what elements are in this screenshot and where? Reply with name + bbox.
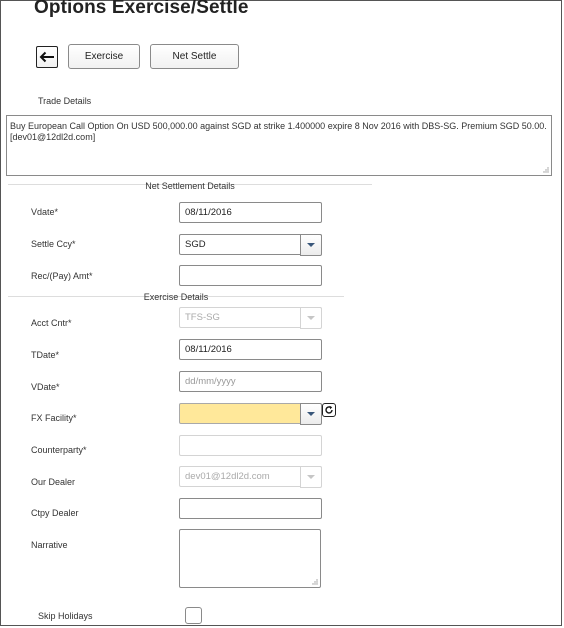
- counterparty-input: [179, 435, 322, 456]
- vdate-label: Vdate*: [31, 207, 59, 217]
- exercise-vdate-label: VDate*: [31, 382, 60, 392]
- ctpy-dealer-input[interactable]: [179, 498, 322, 519]
- settle-ccy-value: SGD: [185, 239, 206, 250]
- chevron-down-icon: [307, 316, 315, 320]
- exercise-vdate-input[interactable]: dd/mm/yyyy: [179, 371, 322, 392]
- narrative-textarea[interactable]: [179, 529, 321, 588]
- page-title: Options Exercise/Settle: [34, 0, 249, 18]
- our-dealer-label: Our Dealer: [31, 477, 76, 487]
- arrow-left-icon: [39, 51, 55, 63]
- settle-ccy-dropdown-button[interactable]: [300, 234, 322, 256]
- exercise-details-heading: Exercise Details: [143, 292, 209, 302]
- rec-pay-amt-label: Rec/(Pay) Amt*: [31, 271, 93, 281]
- ctpy-dealer-label: Ctpy Dealer: [31, 508, 79, 518]
- tdate-input[interactable]: 08/11/2016: [179, 339, 322, 360]
- fx-facility-dropdown-button[interactable]: [300, 403, 322, 425]
- chevron-down-icon: [307, 475, 315, 479]
- net-settlement-heading: Net Settlement Details: [145, 181, 235, 191]
- trade-details-box[interactable]: [6, 115, 552, 176]
- tdate-label: TDate*: [31, 350, 60, 360]
- skip-holidays-checkbox[interactable]: [185, 607, 202, 624]
- trade-details-label: Trade Details: [38, 96, 92, 106]
- acct-cntr-value: TFS-SG: [185, 312, 220, 323]
- settle-ccy-label: Settle Ccy*: [31, 239, 76, 249]
- chevron-down-icon: [307, 412, 315, 416]
- refresh-icon: [324, 405, 334, 415]
- exercise-button[interactable]: Exercise: [68, 44, 140, 69]
- trade-details-text: Buy European Call Option On USD 500,000.00 against SGD at strike 1.400000 expire 8 Nov 2016 with DBS-SG. Premium SGD 50.00. [dev01@12dl2d.com]: [10, 121, 547, 142]
- back-button[interactable]: [36, 46, 58, 68]
- refresh-button[interactable]: [322, 403, 336, 417]
- net-settle-button[interactable]: Net Settle: [150, 44, 239, 69]
- fx-facility-select[interactable]: [179, 403, 322, 424]
- narrative-label: Narrative: [31, 540, 68, 550]
- vdate-input[interactable]: 08/11/2016: [179, 202, 322, 223]
- acct-cntr-dropdown-button: [300, 307, 322, 329]
- resize-grip-icon: [542, 166, 549, 173]
- our-dealer-dropdown-button: [300, 466, 322, 488]
- our-dealer-value: dev01@12dl2d.com: [185, 471, 270, 482]
- chevron-down-icon: [307, 243, 315, 247]
- settle-ccy-select[interactable]: [179, 234, 322, 255]
- acct-cntr-label: Acct Cntr*: [31, 318, 72, 328]
- skip-holidays-label: Skip Holidays: [38, 611, 93, 621]
- resize-grip-icon: [311, 578, 318, 585]
- rec-pay-amt-input[interactable]: [179, 265, 322, 286]
- counterparty-label: Counterparty*: [31, 445, 87, 455]
- acct-cntr-select: [179, 307, 322, 328]
- our-dealer-select: [179, 466, 322, 487]
- fx-facility-label: FX Facility*: [31, 413, 77, 423]
